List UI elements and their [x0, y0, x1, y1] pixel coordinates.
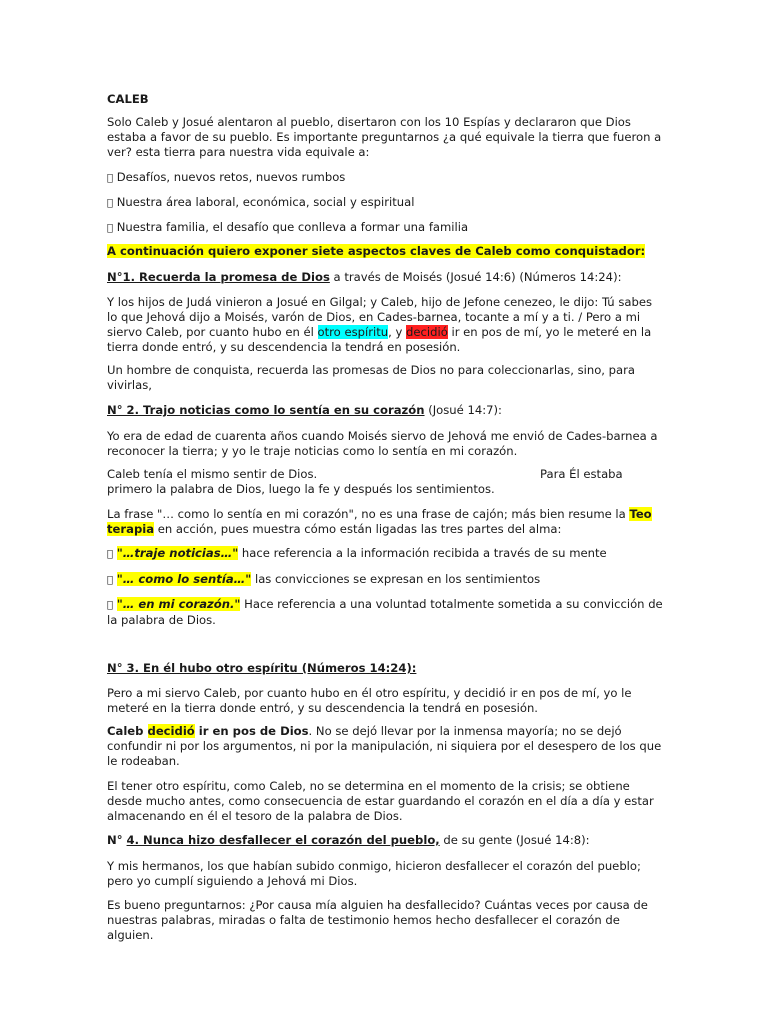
soul-item-quote: "… en mi corazón." — [117, 597, 241, 611]
section-3-paragraph — [107, 724, 663, 769]
bullet-icon — [107, 549, 113, 560]
highlight-otro-espiritu: otro espíritu — [317, 325, 389, 339]
bullet-icon — [107, 223, 113, 234]
section-4-ref: de su gente (Josué 14:8): — [439, 833, 590, 847]
section-2-ref: (Josué 14:7): — [424, 403, 502, 417]
paragraph-text: primero la palabra de Dios, luego la fe y después los sentimientos. — [107, 482, 495, 496]
section-4-paragraph: Es bueno preguntarnos: ¿Por causa mía alguien ha desfallecido? Cuántas veces por causa de nuestras palabras, miradas o falta de testimonio hemos hecho desfallecer el corazón de alguien. — [107, 898, 648, 942]
highlight-terapia: terapia — [107, 522, 155, 536]
quote-text: ir en pos de mí, yo le meteré en la tierra donde entró, y su descendencia la tendrá en posesión. — [107, 325, 652, 354]
section-1-ref: a través de Moisés (Josué 14:6) (Números 14:24): — [329, 270, 622, 284]
highlight-teo: Teo — [629, 507, 652, 521]
intro-paragraph: Solo Caleb y Josué alentaron al pueblo, disertaron con los 10 Espías y declararon que Dios estaba a favor de su pueblo. Es importante preguntarnos ¿a qué equivale la tierra que fueron a ver? esta tierra para nuestra vida equivale a: — [107, 115, 662, 159]
section-4-heading — [107, 833, 663, 848]
soul-item — [107, 572, 663, 588]
bullet-icon — [107, 600, 113, 611]
section-1-heading — [107, 270, 663, 285]
paragraph-text: Caleb tenía el mismo sentir de Dios. — [107, 467, 318, 481]
section-2-paragraph — [107, 467, 663, 497]
soul-item-text: las convicciones se expresan en los sentimientos — [241, 572, 531, 586]
section-2-phrase-paragraph — [107, 507, 663, 537]
bullet-text: Nuestra área laboral, económica, social y espiritual — [107, 195, 405, 209]
soul-item-text: hace referencia a la información recibida a través de su mente — [228, 546, 597, 560]
quote-text: , y — [388, 325, 407, 339]
bullet-item — [107, 195, 663, 211]
paragraph-text: Para Él estaba — [540, 467, 623, 481]
soul-item — [107, 597, 663, 628]
section-4-title: 4. Nunca hizo desfallecer el corazón del pueblo, — [126, 833, 440, 847]
section-2-title: N° 2. Trajo noticias como lo sentía en su corazón — [107, 403, 425, 417]
bold-text: Caleb — [107, 724, 148, 738]
bullet-text: Desafíos, nuevos retos, nuevos rumbos — [107, 170, 336, 184]
paragraph-text: en acción, pues muestra cómo están ligadas las tres partes del alma: — [154, 522, 562, 536]
section-1-comment: Un hombre de conquista, recuerda las promesas de Dios no para coleccionarlas, sino, para vivirlas, — [107, 363, 635, 392]
paragraph-text: . No se dejó llevar por la inmensa mayoría; no se dejó confundir ni por los argumentos, ni por la manipulación, ni siquiera por el desespero de los que le rodeaban. — [107, 724, 662, 768]
soul-item-quote: "… como lo sentía…" — [117, 572, 252, 586]
bullet-item — [107, 170, 663, 186]
section-4-prefix: N° — [107, 833, 127, 847]
section-3-heading: N° 3. En él hubo otro espíritu (Números 14:24): — [107, 661, 417, 675]
soul-item-quote: "…traje noticias…" — [117, 546, 239, 560]
bullet-icon — [107, 575, 113, 586]
section-4-quote: Y mis hermanos, los que habían subido conmigo, hicieron desfallecer el corazón del pueblo; pero yo cumplí siguiendo a Jehová mi Dios. — [107, 859, 641, 888]
section-1-title: N°1. Recuerda la promesa de Dios — [107, 270, 330, 284]
paragraph-text: La frase "… como lo sentía en mi corazón", no es una frase de cajón; más bien resume la — [107, 507, 630, 521]
bullet-item — [107, 220, 663, 236]
quote-text: Y los hijos de Judá vinieron a Josué en Gilgal; y Caleb, hijo de Jefone cenezeo, le dijo: Tú sabes lo que Jehová dijo a Moisés, varón de Dios, en Cades-barnea, tocante a mí y a ti. / Pero a mi siervo Caleb, por cuanto hubo en él — [107, 295, 653, 339]
bullet-icon — [107, 173, 113, 184]
document-title: CALEB — [107, 92, 149, 106]
section-1-quote — [107, 295, 663, 355]
highlighted-heading: A continuación quiero exponer siete aspectos claves de Caleb como conquistador: — [107, 244, 646, 258]
highlight-decidio: decidió — [406, 325, 448, 339]
bullet-text: Nuestra familia, el desafío que conlleva a formar una familia — [107, 220, 459, 234]
soul-item-text: Hace referencia a una voluntad totalmente sometida a su convicción de la palabra de Dios. — [107, 597, 653, 627]
section-3-paragraph-2: El tener otro espíritu, como Caleb, no se determina en el momento de la crisis; se obtiene desde mucho antes, como consecuencia de estar guardando el corazón en el día a día y estar almacenando en él el tesoro de la palabra de Dios. — [107, 779, 654, 823]
aspects-heading — [107, 244, 663, 259]
section-2-quote: Yo era de edad de cuarenta años cuando Moisés siervo de Jehová me envió de Cades-barnea a reconocer la tierra; y yo le traje noticias como lo sentía en mi corazón. — [107, 429, 658, 458]
bullet-icon — [107, 198, 113, 209]
highlight-decidio: decidió — [147, 724, 195, 738]
soul-item — [107, 546, 663, 562]
section-2-heading — [107, 403, 663, 418]
section-3-quote: Pero a mi siervo Caleb, por cuanto hubo en él otro espíritu, y decidió ir en pos de mí, yo le meteré en la tierra donde entró, y su descendencia la tendrá en posesión. — [107, 686, 632, 715]
bold-text: ir en pos de Dios — [194, 724, 309, 738]
